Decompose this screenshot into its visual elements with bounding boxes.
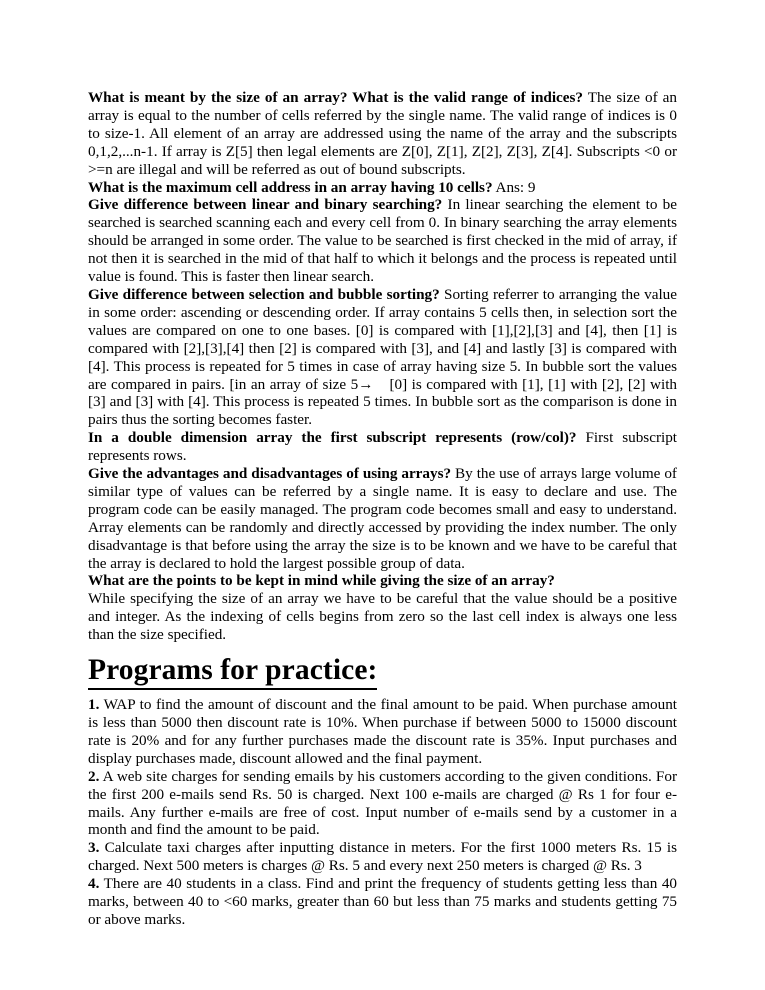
section-heading-text: Programs for practice: <box>88 653 377 690</box>
question-linear-vs-binary: Give difference between linear and binary searching? <box>88 196 443 214</box>
program-text: There are 40 students in a class. Find and print the frequency of students getting less than 40 marks, between 40 to <60 marks, greater than 60 but less than 75 marks and students getting 75 or above marks. <box>88 875 677 928</box>
answer-linear-vs-binary: In linear searching the element to be searched is searched scanning each and every cell from 0. In binary searching the array elements should be arranged in some order. The value to be searched is first checked in the mid of array, if not then it is searched in the mid of that half to which it belongs and the process is repeated until value is found. This is faster then linear search. <box>88 196 677 286</box>
section-heading <box>88 653 677 690</box>
answer-advantages-disadvantages: By the use of arrays large volume of similar type of values can be referred by a single name. It is easy to declare and use. The program code can be easily managed. The program code becomes small and easy to understand. Array elements can be randomly and directly accessed by providing the index number. The only disadvantage is that before using the array the size is to be known and we have to be careful that the array is declared to hold the largest possible group of data. <box>88 465 677 572</box>
right-arrow-icon: → <box>358 375 374 393</box>
programs-heading-block <box>88 653 677 690</box>
program-item <box>88 768 677 840</box>
program-text: A web site charges for sending emails by his customers according to the given conditions. For the first 200 e-mails send Rs. 50 is charged. Next 100 e-mails are charged @ Rs 1 for four e-mails. Any further e-mails are free of cost. Input number of e-mails send by a customer in a month and find the amount to be paid. <box>88 767 677 839</box>
answer-array-size: The size of an array is equal to the number of cells referred by the single name. The valid range of indices is 0 to size-1. All element of an array are addressed using the name of the array and the subscripts 0,1,2,...n-1. If array is Z[5] then legal elements are Z[0], Z[1], Z[2], Z[3], Z[4]. Subscripts <0 or >=n are illegal and will be referred as out of bound subscripts. <box>88 89 677 178</box>
question-first-subscript: In a double dimension array the first subscript represents (row/col)? <box>88 429 577 447</box>
answer-size-points <box>88 590 677 644</box>
program-number: 2. <box>88 767 100 785</box>
answer-selection-vs-bubble-part2: [0] is compared with [1], [1] with [2], [2] with [3] and [3] with [4]. This process is repeated 5 times. In bubble sort as the comparison is done in pairs thus the sorting becomes faster. <box>88 375 677 429</box>
qa-block-advantages-disadvantages <box>88 465 677 572</box>
document-content <box>88 89 677 929</box>
question-selection-vs-bubble: Give difference between selection and bubble sorting? <box>88 285 440 303</box>
qa-block-first-subscript <box>88 429 677 465</box>
answer-size-points-text: While specifying the size of an array we have to be careful that the value should be a positive and integer. As the indexing of cells begins from zero so the last cell index is always one less than the size specified. <box>88 590 677 644</box>
question-size-points <box>88 572 677 590</box>
program-text: Calculate taxi charges after inputting distance in meters. For the first 1000 meters Rs. 15 is charged. Next 500 meters is charges @ Rs. 5 and every next 250 meters is charged @ Rs. 3 <box>88 839 677 875</box>
qa-block-array-size <box>88 89 677 179</box>
question-size-points-text: What are the points to be kept in mind while giving the size of an array? <box>88 572 555 590</box>
qa-block-selection-vs-bubble <box>88 286 677 429</box>
program-item <box>88 696 677 768</box>
qa-block-linear-vs-binary <box>88 196 677 286</box>
question-advantages-disadvantages: Give the advantages and disadvantages of using arrays? <box>88 465 452 483</box>
question-max-cell-address: What is the maximum cell address in an array having 10 cells? <box>88 178 493 196</box>
qa-block-max-cell-address <box>88 179 677 197</box>
answer-max-cell-address: Ans: 9 <box>492 178 536 196</box>
answer-first-subscript: First subscript represents rows. <box>88 429 677 465</box>
program-item <box>88 875 677 929</box>
program-number: 4. <box>88 875 100 893</box>
answer-selection-vs-bubble-part1: Sorting referrer to arranging the value in some order: ascending or descending order. If array contains 5 cells then, in selection sort the values are compared on one to one bases. [0] is compared with [1],[2],[3] and [4], then [1] is compared with [2],[3],[4] then [2] is compared with [3], and [4] and lastly [3] is compared with [4]. This process is repeated for 5 times in case of array having size 5. In bubble sort the values are compared in pairs. [in an array of size 5 <box>88 285 677 393</box>
program-number: 3. <box>88 839 100 857</box>
question-array-size: What is meant by the size of an array? What is the valid range of indices? <box>88 89 583 106</box>
program-number: 1. <box>88 696 100 714</box>
program-text: WAP to find the amount of discount and the final amount to be paid. When purchase amount is less than 5000 then discount rate is 10%. When purchase if between 5000 to 15000 discount rate is 20% and for any further purchases made the discount rate is 35%. Input purchases and display purchases made, discount allowed and the final payment. <box>88 696 677 767</box>
program-item <box>88 839 677 875</box>
